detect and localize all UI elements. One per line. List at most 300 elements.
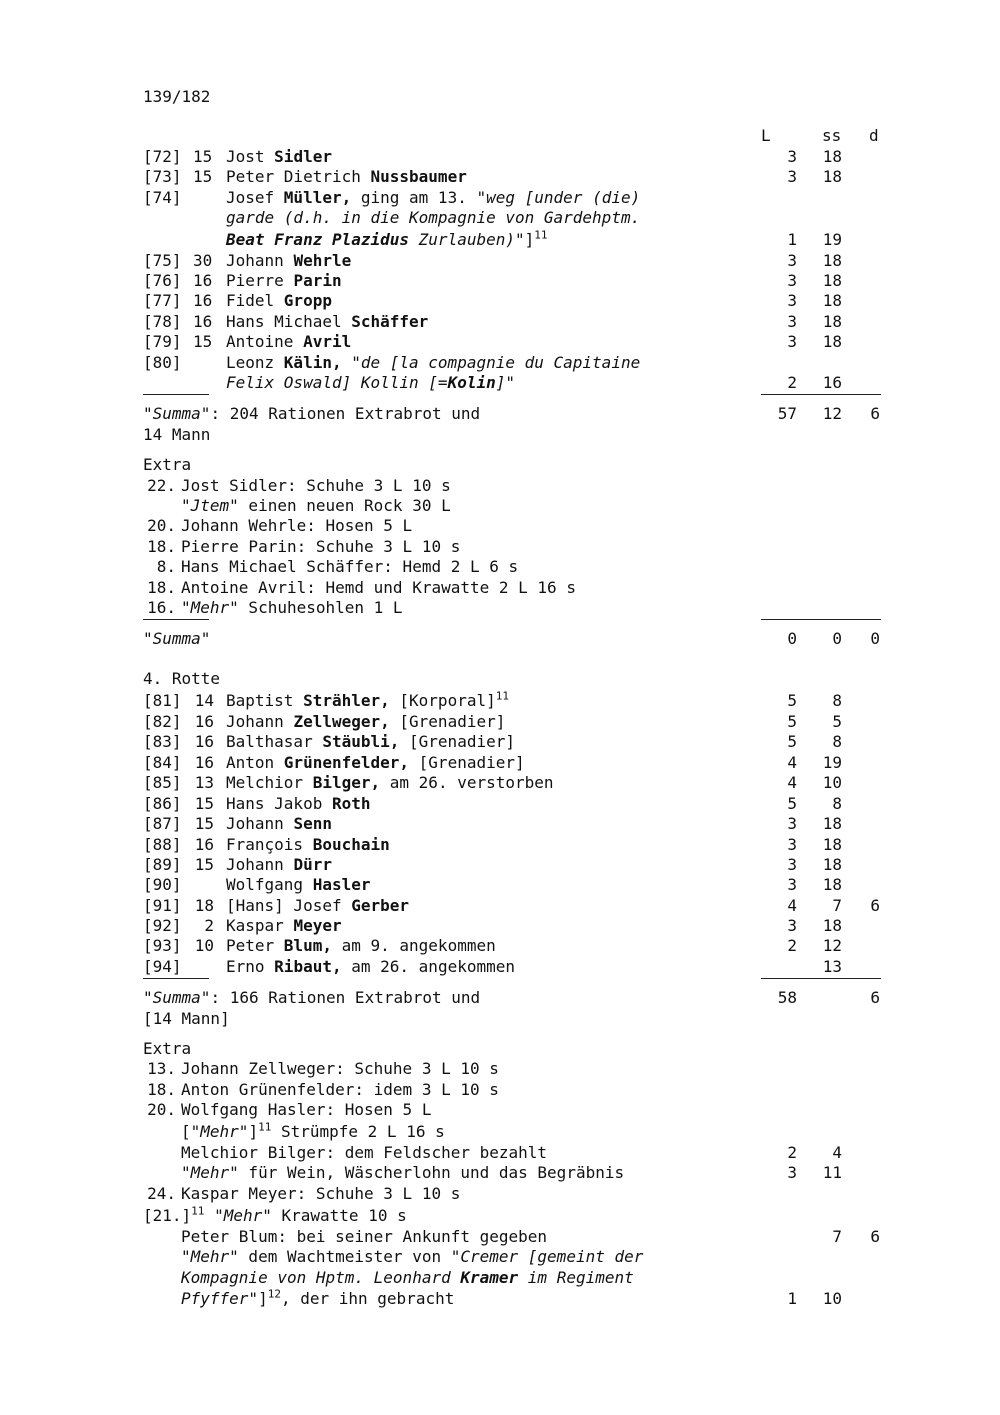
extra-item (0, 577, 1000, 598)
footnote-ref: 11 (191, 1204, 205, 1218)
text-span (143, 1205, 407, 1226)
extra-item (0, 536, 1000, 557)
text-span: Jost (226, 147, 275, 166)
amount-cell: 11 (822, 1163, 842, 1182)
text-span: Grünenfelder, (283, 753, 410, 772)
text-span: [94] (143, 957, 182, 976)
amount-cell: 18. (147, 1080, 176, 1099)
amount-cell: 6 (870, 1227, 880, 1246)
text-span: Bilger, (312, 773, 381, 792)
entry-name (226, 772, 554, 793)
amount-cell: 13 (194, 773, 214, 792)
text-span: im Regiment (518, 1268, 634, 1287)
text-span: ] (524, 230, 535, 249)
text-span: [90] (143, 875, 182, 894)
amount-cell: 3 (787, 147, 797, 166)
entry-name (226, 690, 509, 711)
text-span: "Mehr" (214, 1206, 272, 1225)
text-span: , der ihn gebracht (280, 1289, 455, 1308)
text-span (204, 1206, 214, 1225)
text-span: Strümpfe 2 L 16 s (271, 1122, 445, 1141)
text-span: Kälin, (283, 353, 342, 372)
text-span: 16 (193, 291, 213, 310)
amount-cell: 7 (832, 1227, 842, 1246)
extra-item (0, 1058, 1000, 1079)
entry-continuation (0, 372, 1000, 393)
amount-cell: 18 (822, 271, 842, 290)
text-span: Blum, (283, 936, 332, 955)
entry-row (0, 834, 1000, 855)
text-span: Dürr (293, 855, 332, 874)
amount-cell: 12 (822, 936, 842, 955)
text-span: [21.] (143, 1206, 192, 1225)
text-span: [ (181, 1122, 191, 1141)
text-span: [Grenadier] (399, 732, 515, 751)
amount-cell: 8. (156, 557, 176, 576)
amount-cell: 3 (787, 291, 797, 310)
text-span: Melchior (226, 773, 313, 792)
extra-item (0, 597, 1000, 618)
divider (143, 978, 209, 979)
amount-cell: 10 (822, 1289, 842, 1308)
entry-row (0, 311, 1000, 332)
text-span: Johann (226, 855, 294, 874)
text-span: [Grenadier] (389, 712, 506, 731)
footnote-ref: 11 (534, 228, 548, 242)
text-span: Sidler (274, 147, 332, 166)
text-span: Kaspar (226, 916, 294, 935)
text-span: Senn (293, 814, 332, 833)
text-span: Josef (226, 188, 284, 207)
text-span: [88] (143, 835, 182, 854)
extra-item (0, 1099, 1000, 1120)
text-span: Anton Grünenfelder: idem 3 L 10 s (181, 1080, 499, 1099)
entry-name (226, 793, 371, 814)
entry-row (0, 772, 1000, 793)
text-span: [72] (143, 147, 182, 166)
amount-cell: 0 (787, 629, 797, 648)
amount-cell: 6 (870, 988, 880, 1007)
text-span: "de [la compagnie du Capitaine (341, 353, 641, 372)
amount-cell: 18 (822, 835, 842, 854)
entry-row (0, 813, 1000, 834)
text-span: "Summa" (143, 404, 211, 423)
text-span: 15 (193, 147, 213, 166)
amount-cell: 18 (822, 251, 842, 270)
text-span: "Cremer [gemeint der (450, 1247, 644, 1266)
amount-cell: 18. (147, 578, 176, 597)
text-span (181, 1246, 643, 1267)
text-span (181, 1162, 624, 1183)
text-span: Baptist (226, 691, 304, 710)
text-span (226, 372, 515, 393)
extra-item (0, 475, 1000, 496)
text-span: [87] (143, 814, 182, 833)
amount-cell: 18 (822, 814, 842, 833)
text-span: Peter Dietrich (226, 167, 371, 186)
text-span: Hans Michael Schäffer: Hemd 2 L 6 s (181, 557, 519, 576)
amount-cell: 24. (147, 1184, 176, 1203)
amount-cell: 2 (204, 916, 214, 935)
extra-item (0, 1267, 1000, 1288)
text-span: "weg [under (die) (476, 188, 641, 207)
extra-item (0, 556, 1000, 577)
amount-cell: 14 (194, 691, 214, 710)
text-span: Schuhesohlen 1 L (238, 598, 403, 617)
amount-cell: 4 (787, 896, 797, 915)
amount-cell: 15 (194, 814, 214, 833)
text-span: Johann (226, 814, 294, 833)
entry-row (0, 793, 1000, 814)
extra-item (0, 1079, 1000, 1100)
text-span (181, 1121, 445, 1142)
text-span: Müller, (283, 188, 352, 207)
extra-item (0, 1142, 1000, 1163)
amount-cell: 20. (147, 1100, 176, 1119)
amount-cell: 58 (777, 988, 797, 1007)
text-span: Hasler (312, 875, 371, 894)
amount-cell: 15 (194, 794, 214, 813)
text-span: [89] (143, 855, 182, 874)
text-span: Wolfgang (226, 875, 313, 894)
text-span: "Mehr" (181, 1247, 239, 1266)
amount-cell: 3 (787, 835, 797, 854)
text-span: Ribaut, (274, 957, 342, 976)
text-span: 15 (193, 332, 213, 351)
text-span: 30 (193, 251, 213, 270)
text-span: Extra (143, 455, 192, 474)
entry-name (226, 711, 505, 732)
amount-cell: 13 (822, 957, 842, 976)
entry-name (226, 290, 332, 311)
text-span: Jost Sidler: Schuhe 3 L 10 s (181, 476, 451, 495)
entry-name (226, 854, 332, 875)
text-span: [82] (143, 712, 182, 731)
entry-row (0, 874, 1000, 895)
amount-cell: 19 (822, 753, 842, 772)
extra-item (0, 1183, 1000, 1204)
text-span: 14 Mann (143, 425, 211, 444)
amount-cell: 22. (147, 476, 176, 495)
amount-cell: 10 (822, 773, 842, 792)
extra-item (0, 515, 1000, 536)
text-span: einen neuen Rock 30 L (238, 496, 451, 515)
entry-name (226, 874, 371, 895)
amount-cell: 20. (147, 516, 176, 535)
extra-item (0, 1121, 1000, 1142)
text-span: Antoine (226, 332, 304, 351)
text-span: ] (258, 1289, 268, 1308)
extra-item (0, 1205, 1000, 1226)
extra-item (0, 1288, 1000, 1309)
text-span: [73] (143, 167, 182, 186)
amount-cell: 6 (870, 404, 880, 423)
amount-cell: 18 (822, 855, 842, 874)
text-span: Peter Blum: bei seiner Ankunft gegeben (181, 1227, 548, 1246)
text-span: Kramer (460, 1268, 519, 1287)
text-span: am 9. angekommen (331, 936, 496, 955)
text-span (181, 1267, 634, 1288)
text-span: Pierre (226, 271, 294, 290)
amount-cell: 18 (822, 332, 842, 351)
entry-name (226, 166, 467, 187)
summa-row-cont (0, 424, 1000, 445)
text-span: Gropp (283, 291, 332, 310)
amount-cell: 18 (822, 147, 842, 166)
text-span: Bouchain (312, 835, 390, 854)
entry-row (0, 270, 1000, 291)
text-span: Zellweger, (293, 712, 390, 731)
amount-cell: 2 (787, 936, 797, 955)
entry-name (226, 331, 351, 352)
amount-cell: 16. (147, 598, 176, 617)
summa-row (0, 628, 1000, 649)
summa-row (0, 403, 1000, 424)
text-span: [79] (143, 332, 182, 351)
entry-row (0, 752, 1000, 773)
divider (143, 394, 209, 395)
text-span (143, 403, 480, 424)
text-span: 4. Rotte (143, 669, 221, 688)
text-span: Johann (226, 712, 294, 731)
text-span: [14 Mann] (143, 1009, 230, 1028)
extra-item (0, 495, 1000, 516)
text-span: "Jtem" (181, 496, 239, 515)
amount-cell: 6 (870, 896, 880, 915)
amount-cell: 19 (822, 230, 842, 249)
entry-row (0, 935, 1000, 956)
entry-row (0, 250, 1000, 271)
entry-row (0, 915, 1000, 936)
col-header-d: d (869, 126, 879, 145)
text-span: [83] (143, 732, 182, 751)
amount-cell: 5 (832, 712, 842, 731)
text-span: Hans Jakob (226, 794, 332, 813)
amount-cell: 16 (194, 753, 214, 772)
amount-cell: 2 (787, 1143, 797, 1162)
amount-cell: 5 (787, 691, 797, 710)
amount-cell: 8 (832, 794, 842, 813)
text-span: 16 (193, 271, 213, 290)
amount-cell: 3 (787, 271, 797, 290)
amount-cell: 15 (194, 855, 214, 874)
text-span: "Summa" (143, 988, 211, 1007)
page-number: 139/182 (143, 87, 211, 106)
text-span: Kompagnie von Hptm. Leonhard (181, 1268, 461, 1287)
amount-cell: 5 (787, 712, 797, 731)
amount-cell: 12 (822, 404, 842, 423)
summa-row (0, 987, 1000, 1008)
extra-heading (0, 454, 1000, 475)
amount-cell: 1 (787, 1289, 797, 1308)
entry-row (0, 290, 1000, 311)
section-title (0, 668, 1000, 689)
text-span: [80] (143, 353, 182, 372)
text-span (226, 229, 548, 250)
text-span: [78] (143, 312, 182, 331)
entry-name (226, 956, 515, 977)
text-span: Peter (226, 936, 284, 955)
entry-name (226, 813, 332, 834)
text-span: Roth (331, 794, 371, 813)
amount-cell: 18 (822, 167, 842, 186)
text-span: Extra (143, 1039, 192, 1058)
text-span: Leonz (226, 353, 284, 372)
text-span: Felix Oswald] Kollin [= (226, 373, 448, 392)
entry-row (0, 166, 1000, 187)
entry-name (226, 834, 390, 855)
entry-name (226, 731, 515, 752)
amount-cell: 13. (147, 1059, 176, 1078)
divider (761, 978, 881, 979)
text-span: für Wein, Wäscherlohn und das Begräbnis (238, 1163, 625, 1182)
entry-name (226, 752, 525, 773)
amount-cell: 18 (822, 875, 842, 894)
amount-cell: 18 (194, 896, 214, 915)
amount-cell: 4 (832, 1143, 842, 1162)
text-span: "Mehr" (181, 598, 239, 617)
amount-cell: 3 (787, 251, 797, 270)
entry-name (226, 250, 351, 271)
amount-cell: 4 (787, 773, 797, 792)
text-span (181, 495, 451, 516)
amount-cell: 3 (787, 855, 797, 874)
text-span: Pfyffer" (181, 1289, 259, 1308)
entry-name (226, 895, 409, 916)
entry-row (0, 146, 1000, 167)
text-span: am 26. verstorben (380, 773, 554, 792)
text-span: [74] (143, 188, 182, 207)
text-span: [76] (143, 271, 182, 290)
text-span: Antoine Avril: Hemd und Krawatte 2 L 16 s (181, 578, 576, 597)
entry-row (0, 956, 1000, 977)
col-header-l: L (761, 126, 771, 145)
text-span: am 26. angekommen (341, 957, 515, 976)
amount-cell: 18 (822, 291, 842, 310)
amount-cell: 8 (832, 732, 842, 751)
summa-row-cont (0, 1008, 1000, 1029)
text-span: Fidel (226, 291, 284, 310)
text-span: Gerber (351, 896, 410, 915)
text-span: 16 (193, 312, 213, 331)
amount-cell: 16 (194, 712, 214, 731)
text-span (143, 987, 480, 1008)
amount-cell: 57 (777, 404, 797, 423)
text-span: [85] (143, 773, 182, 792)
amount-cell: 18 (822, 916, 842, 935)
amount-cell: 2 (787, 373, 797, 392)
extra-item (0, 1226, 1000, 1247)
amount-cell: 1 (787, 230, 797, 249)
text-span: Krawatte 10 s (271, 1206, 407, 1225)
entry-row (0, 895, 1000, 916)
footnote-ref: 11 (258, 1120, 272, 1134)
entry-name (226, 915, 342, 936)
amount-cell: 3 (787, 167, 797, 186)
text-span: : 204 Rationen Extrabrot und (210, 404, 481, 423)
extra-item (0, 1162, 1000, 1183)
divider (761, 394, 881, 395)
amount-cell: 5 (787, 794, 797, 813)
text-span: Melchior Bilger: dem Feldscher bezahlt (181, 1143, 548, 1162)
text-span: Strähler, (303, 691, 390, 710)
entry-row (0, 187, 1000, 208)
column-header-row (0, 125, 1000, 146)
amount-cell: 3 (787, 312, 797, 331)
entry-row (0, 690, 1000, 711)
amount-cell: 3 (787, 916, 797, 935)
amount-cell: 3 (787, 814, 797, 833)
text-span: Schäffer (351, 312, 429, 331)
text-span: : 166 Rationen Extrabrot und (210, 988, 481, 1007)
entry-name (226, 352, 640, 373)
text-span: Anton (226, 753, 284, 772)
text-span: [92] (143, 916, 182, 935)
text-span: [Grenadier] (409, 753, 525, 772)
amount-cell: 16 (194, 732, 214, 751)
text-span: Stäubli, (322, 732, 400, 751)
text-span: Nussbaumer (370, 167, 467, 186)
extra-heading (0, 1038, 1000, 1059)
amount-cell: 0 (870, 629, 880, 648)
text-span: "Summa" (143, 629, 211, 648)
amount-cell: 3 (787, 1163, 797, 1182)
text-span: [81] (143, 691, 182, 710)
text-span: dem Wachtmeister von (238, 1247, 451, 1266)
amount-cell: 3 (787, 332, 797, 351)
text-span: "Mehr" (181, 1163, 239, 1182)
text-span: Kolin (447, 373, 496, 392)
amount-cell: 4 (787, 753, 797, 772)
text-span: ging am 13. (351, 188, 477, 207)
text-span: Zurlauben)" (409, 230, 525, 249)
amount-cell: 16 (822, 373, 842, 392)
text-span (181, 1288, 454, 1309)
text-span: Avril (303, 332, 352, 351)
text-span: [84] (143, 753, 182, 772)
entry-name (226, 311, 428, 332)
entry-row (0, 352, 1000, 373)
entry-name (226, 270, 342, 291)
text-span: [75] (143, 251, 182, 270)
amount-cell: 18. (147, 537, 176, 556)
text-span: [Hans] Josef (226, 896, 352, 915)
entry-name (226, 935, 496, 956)
divider (761, 619, 881, 620)
text-span: Pierre Parin: Schuhe 3 L 10 s (181, 537, 461, 556)
amount-cell: 5 (787, 732, 797, 751)
amount-cell: 18 (822, 312, 842, 331)
text-span: François (226, 835, 313, 854)
text-span: [77] (143, 291, 182, 310)
col-header-ss: ss (822, 126, 842, 145)
text-span: Meyer (293, 916, 342, 935)
amount-cell: 8 (832, 691, 842, 710)
text-span (181, 597, 403, 618)
text-span: Erno (226, 957, 275, 976)
text-span: "Mehr" (190, 1122, 249, 1141)
entry-name (226, 187, 640, 208)
text-span: Wolfgang Hasler: Hosen 5 L (181, 1100, 432, 1119)
page-number-line (0, 86, 1000, 107)
text-span: Hans Michael (226, 312, 352, 331)
entry-continuation (0, 207, 1000, 228)
entry-row (0, 331, 1000, 352)
entry-name (226, 146, 332, 167)
footnote-ref: 12 (267, 1287, 281, 1301)
text-span: [93] (143, 936, 182, 955)
divider (143, 619, 209, 620)
